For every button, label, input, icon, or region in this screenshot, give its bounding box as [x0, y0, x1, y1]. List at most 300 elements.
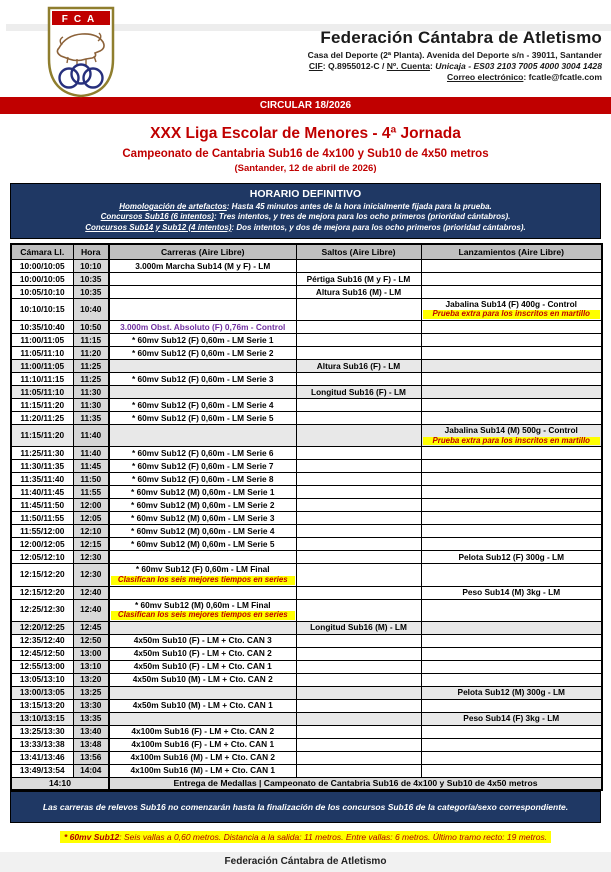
column-header: Cámara Ll. — [11, 244, 73, 260]
lanzamientos-cell — [421, 486, 602, 499]
lanzamientos-cell — [421, 551, 602, 564]
saltos-cell — [296, 412, 421, 425]
carreras-cell — [109, 725, 296, 738]
schedule-row — [11, 425, 602, 447]
saltos-cell — [296, 660, 421, 673]
camara-cell: 11:00/11:05 — [11, 360, 73, 373]
event-text: 3.000m Obst. Absoluto (F) 0,76m - Control — [120, 321, 286, 332]
carreras-cell — [109, 286, 296, 299]
schedule-row — [11, 347, 602, 360]
logo-letters: FCA — [61, 14, 101, 25]
email-label: Correo electrónico — [446, 71, 524, 82]
hora-cell: 11:35 — [73, 412, 109, 425]
camara-cell: 12:35/12:40 — [11, 634, 73, 647]
event-text: Pértiga Sub16 (M y F) - LM — [306, 273, 411, 284]
hora-cell: 14:04 — [73, 764, 109, 777]
event-text: * 60mv Sub12 (F) 0,60m - LM Serie 2 — [131, 347, 274, 358]
carreras-cell — [109, 551, 296, 564]
event-text: * 60mv Sub12 (M) 0,60m - LM Serie 2 — [131, 499, 275, 510]
hora-cell: 13:20 — [73, 673, 109, 686]
event-text: Peso Sub14 (F) 3kg - LM — [463, 713, 560, 724]
event-text: 4x50m Sub10 (F) - LM + Cto. CAN 1 — [133, 661, 272, 672]
event-text: * 60mv Sub12 (F) 0,60m - LM Serie 7 — [131, 460, 274, 471]
schedule-row — [11, 260, 602, 273]
lanzamientos-cell — [421, 647, 602, 660]
event-text: Longitud Sub16 (F) - LM — [311, 386, 406, 397]
schedule-info-line: Concursos Sub14 y Sub12 (4 intentos): Dos intentos, y dos de mejora para los ocho primeros (prioridad cántabros). — [85, 222, 526, 232]
carreras-cell — [109, 425, 296, 447]
event-text: Peso Sub14 (M) 3kg - LM — [462, 586, 561, 597]
saltos-cell — [296, 321, 421, 334]
event-text: * 60mv Sub12 (F) 0,60m - LM Serie 4 — [131, 399, 274, 410]
hora-cell: 11:45 — [73, 460, 109, 473]
lanzamientos-cell — [421, 660, 602, 673]
medals-text-cell: Entrega de Medallas | Campeonato de Cantabria Sub16 de 4x100 y Sub10 de 4x50 metros — [109, 777, 602, 790]
saltos-cell — [296, 634, 421, 647]
account-label: Nº. Cuenta — [386, 60, 430, 71]
camara-cell: 12:15/12:20 — [11, 564, 73, 586]
carreras-cell — [109, 373, 296, 386]
camara-cell: 13:41/13:46 — [11, 751, 73, 764]
medals-row — [11, 777, 602, 790]
saltos-cell — [296, 699, 421, 712]
hora-cell: 12:40 — [73, 599, 109, 621]
schedule-row — [11, 486, 602, 499]
lanzamientos-cell — [421, 512, 602, 525]
schedule-row — [11, 673, 602, 686]
event-text: 4x50m Sub10 (M) - LM + Cto. CAN 2 — [132, 674, 273, 685]
saltos-cell — [296, 460, 421, 473]
camara-cell: 10:00/10:05 — [11, 260, 73, 273]
saltos-cell — [296, 647, 421, 660]
lanzamientos-cell — [421, 699, 602, 712]
event-subtitle: Campeonato de Cantabria Sub16 de 4x100 y Sub10 de 4x50 metros — [122, 148, 489, 160]
saltos-cell — [296, 386, 421, 399]
event-text: 4x100m Sub16 (M) - LM + Cto. CAN 1 — [130, 765, 276, 776]
camara-cell: 10:00/10:05 — [11, 273, 73, 286]
carreras-cell — [109, 538, 296, 551]
saltos-cell — [296, 347, 421, 360]
camara-cell: 12:55/13:00 — [11, 660, 73, 673]
carreras-cell — [109, 334, 296, 347]
event-text: * 60mv Sub12 (F) 0,60m - LM Serie 8 — [131, 473, 274, 484]
event-text: * 60mv Sub12 (F) 0,60m - LM Final — [135, 564, 270, 575]
event-text: Pelota Sub12 (M) 300g - LM — [457, 687, 565, 698]
hora-cell: 12:15 — [73, 538, 109, 551]
schedule-row — [11, 751, 602, 764]
lanzamientos-cell — [421, 712, 602, 725]
hora-cell: 12:40 — [73, 586, 109, 599]
hora-cell: 12:30 — [73, 564, 109, 586]
schedule-row — [11, 460, 602, 473]
hora-cell: 12:10 — [73, 525, 109, 538]
schedule-info-line: Concursos Sub16 (6 intentos): Tres intentos, y tres de mejora para los ocho primeros (prioridad cántabros). — [100, 212, 511, 222]
carreras-cell — [109, 486, 296, 499]
hora-cell: 13:30 — [73, 699, 109, 712]
camara-cell: 13:00/13:05 — [11, 686, 73, 699]
org-name: Federación Cántabra de Atletismo — [320, 28, 602, 47]
hora-cell: 13:48 — [73, 738, 109, 751]
carreras-cell — [109, 512, 296, 525]
hora-cell: 12:00 — [73, 499, 109, 512]
saltos-cell — [296, 512, 421, 525]
event-text: 4x50m Sub10 (F) - LM + Cto. CAN 3 — [133, 635, 272, 646]
camara-cell: 11:30/11:35 — [11, 460, 73, 473]
lanzamientos-cell — [421, 447, 602, 460]
carreras-cell — [109, 321, 296, 334]
saltos-cell — [296, 751, 421, 764]
carreras-cell — [109, 673, 296, 686]
event-text: Altura Sub16 (F) - LM — [316, 360, 401, 371]
schedule-row — [11, 321, 602, 334]
event-text: * 60mv Sub12 (F) 0,60m - LM Serie 5 — [131, 412, 274, 423]
hora-cell: 11:30 — [73, 399, 109, 412]
schedule-row — [11, 373, 602, 386]
schedule-row — [11, 712, 602, 725]
cif-account-line: CIF: Q.8955012-C / Nº. Cuenta: Unicaja - ES03 2103 7005 4000 3004 1428 — [308, 60, 602, 71]
saltos-cell — [296, 586, 421, 599]
fca-logo — [44, 5, 118, 98]
hora-cell: 13:40 — [73, 725, 109, 738]
event-text: 4x100m Sub16 (F) - LM + Cto. CAN 2 — [131, 726, 275, 737]
event-text: * 60mv Sub12 (M) 0,60m - LM Serie 4 — [131, 525, 275, 536]
saltos-cell — [296, 764, 421, 777]
hora-cell: 10:40 — [73, 299, 109, 321]
schedule-table — [10, 243, 603, 791]
schedule-row — [11, 764, 602, 777]
carreras-cell — [109, 460, 296, 473]
lanzamientos-cell — [421, 751, 602, 764]
schedule-row — [11, 538, 602, 551]
carreras-cell — [109, 586, 296, 599]
saltos-cell — [296, 399, 421, 412]
hora-cell: 13:25 — [73, 686, 109, 699]
lanzamientos-cell — [421, 499, 602, 512]
schedule-row — [11, 586, 602, 599]
lanzamientos-cell — [421, 412, 602, 425]
schedule-row — [11, 273, 602, 286]
hurdles-note-lead: * 60mv Sub12 — [63, 832, 120, 843]
schedule-row — [11, 399, 602, 412]
lanzamientos-cell — [421, 621, 602, 634]
event-note-highlight: Clasifican los seis mejores tiempos en series — [111, 576, 295, 585]
event-text: 4x50m Sub10 (F) - LM + Cto. CAN 2 — [133, 648, 272, 659]
hora-cell: 11:25 — [73, 373, 109, 386]
camara-cell: 12:20/12:25 — [11, 621, 73, 634]
event-text: Longitud Sub16 (M) - LM — [310, 622, 407, 633]
carreras-cell — [109, 686, 296, 699]
lanzamientos-cell — [421, 634, 602, 647]
hora-cell: 12:45 — [73, 621, 109, 634]
hora-cell: 11:20 — [73, 347, 109, 360]
camara-cell: 11:35/11:40 — [11, 473, 73, 486]
event-text: * 60mv Sub12 (M) 0,60m - LM Final — [134, 599, 271, 610]
hora-cell: 11:25 — [73, 360, 109, 373]
address-line: Casa del Deporte (2ª Planta). Avenida del Deporte s/n - 39011, Santander — [307, 50, 602, 61]
camara-cell: 11:00/11:05 — [11, 334, 73, 347]
lanzamientos-cell — [421, 425, 602, 447]
lanzamientos-cell — [421, 686, 602, 699]
lanzamientos-cell — [421, 260, 602, 273]
lanzamientos-cell — [421, 564, 602, 586]
relay-note: Las carreras de relevos Sub16 no comenzarán hasta la finalización de los concursos Sub16 de la categoría/sexo correspondiente. — [10, 791, 601, 823]
carreras-cell — [109, 399, 296, 412]
hora-cell: 13:56 — [73, 751, 109, 764]
event-text: 4x100m Sub16 (M) - LM + Cto. CAN 2 — [130, 752, 276, 763]
carreras-cell — [109, 412, 296, 425]
lanzamientos-cell — [421, 538, 602, 551]
circular-number-band: CIRCULAR 18/2026 — [0, 97, 611, 114]
schedule-row — [11, 386, 602, 399]
column-header: Hora — [73, 244, 109, 260]
hurdles-note — [60, 831, 551, 843]
lanzamientos-cell — [421, 673, 602, 686]
schedule-row — [11, 564, 602, 586]
saltos-cell — [296, 725, 421, 738]
hurdles-note-rest: : Seis vallas a 0,60 metros. Distancia a la salida: 11 metros. Entre vallas: 6 metros. Último tramo recto: 19 metros. — [119, 832, 548, 843]
camara-cell: 10:35/10:40 — [11, 321, 73, 334]
camara-cell: 13:15/13:20 — [11, 699, 73, 712]
event-text: Jabalina Sub14 (M) 500g - Control — [444, 425, 578, 436]
event-text: * 60mv Sub12 (F) 0,60m - LM Serie 1 — [131, 334, 274, 345]
camara-cell: 10:05/10:10 — [11, 286, 73, 299]
schedule-row — [11, 512, 602, 525]
lanzamientos-cell — [421, 286, 602, 299]
carreras-cell — [109, 360, 296, 373]
camara-cell: 11:20/11:25 — [11, 412, 73, 425]
event-text: 3.000m Marcha Sub14 (M y F) - LM — [135, 260, 271, 271]
lanzamientos-cell — [421, 373, 602, 386]
lanzamientos-cell — [421, 460, 602, 473]
event-text: * 60mv Sub12 (M) 0,60m - LM Serie 3 — [131, 512, 275, 523]
hora-cell: 11:15 — [73, 334, 109, 347]
event-text: Altura Sub16 (M) - LM — [315, 286, 402, 297]
carreras-cell — [109, 299, 296, 321]
hora-cell: 11:55 — [73, 486, 109, 499]
cif-label: CIF — [308, 60, 323, 71]
hora-cell: 13:00 — [73, 647, 109, 660]
camara-cell: 12:45/12:50 — [11, 647, 73, 660]
carreras-cell — [109, 738, 296, 751]
hora-cell: 11:40 — [73, 447, 109, 460]
camara-cell: 11:40/11:45 — [11, 486, 73, 499]
camara-cell: 11:05/11:10 — [11, 347, 73, 360]
event-note-highlight: Prueba extra para los inscritos en martillo — [423, 310, 601, 319]
schedule-row — [11, 499, 602, 512]
schedule-info-lines — [17, 202, 594, 233]
account-value: Unicaja - ES03 2103 7005 4000 3004 1428 — [435, 60, 602, 71]
carreras-cell — [109, 634, 296, 647]
saltos-cell — [296, 486, 421, 499]
lanzamientos-cell — [421, 764, 602, 777]
event-text: * 60mv Sub12 (F) 0,60m - LM Serie 3 — [131, 373, 274, 384]
camara-cell: 12:05/12:10 — [11, 551, 73, 564]
hora-cell: 10:35 — [73, 273, 109, 286]
camara-cell: 11:50/11:55 — [11, 512, 73, 525]
schedule-row — [11, 525, 602, 538]
medals-time-cell: 14:10 — [11, 777, 109, 790]
event-date: (Santander, 12 de abril de 2026) — [234, 163, 377, 174]
hurdles-note-wrap — [0, 827, 611, 845]
saltos-cell — [296, 738, 421, 751]
event-note-highlight: Clasifican los seis mejores tiempos en series — [111, 611, 295, 620]
carreras-cell — [109, 386, 296, 399]
saltos-cell — [296, 260, 421, 273]
hora-cell: 10:35 — [73, 286, 109, 299]
camara-cell: 13:49/13:54 — [11, 764, 73, 777]
letterhead — [0, 0, 611, 97]
carreras-cell — [109, 764, 296, 777]
schedule-row — [11, 647, 602, 660]
page-footer: Federación Cántabra de Atletismo — [0, 852, 611, 872]
saltos-cell — [296, 673, 421, 686]
schedule-row — [11, 412, 602, 425]
saltos-cell — [296, 447, 421, 460]
saltos-cell — [296, 425, 421, 447]
carreras-cell — [109, 647, 296, 660]
camara-cell: 12:15/12:20 — [11, 586, 73, 599]
saltos-cell — [296, 599, 421, 621]
lanzamientos-cell — [421, 473, 602, 486]
schedule-row — [11, 286, 602, 299]
schedule-row — [11, 447, 602, 460]
saltos-cell — [296, 621, 421, 634]
column-header: Saltos (Aire Libre) — [296, 244, 421, 260]
lanzamientos-cell — [421, 273, 602, 286]
schedule-row — [11, 725, 602, 738]
hora-cell: 12:05 — [73, 512, 109, 525]
lanzamientos-cell — [421, 725, 602, 738]
schedule-row — [11, 299, 602, 321]
hora-cell: 11:50 — [73, 473, 109, 486]
saltos-cell — [296, 525, 421, 538]
carreras-cell — [109, 660, 296, 673]
camara-cell: 11:55/12:00 — [11, 525, 73, 538]
email-line — [308, 72, 602, 83]
hora-cell: 13:35 — [73, 712, 109, 725]
camara-cell: 12:25/12:30 — [11, 599, 73, 621]
saltos-cell — [296, 686, 421, 699]
camara-cell: 13:33/13:38 — [11, 738, 73, 751]
lanzamientos-cell — [421, 599, 602, 621]
event-text: Pelota Sub12 (F) 300g - LM — [458, 551, 565, 562]
camara-cell: 11:10/11:15 — [11, 373, 73, 386]
schedule-row — [11, 599, 602, 621]
saltos-cell — [296, 299, 421, 321]
lanzamientos-cell — [421, 347, 602, 360]
camara-cell: 10:10/10:15 — [11, 299, 73, 321]
schedule-info-box — [10, 183, 601, 239]
lanzamientos-cell — [421, 586, 602, 599]
saltos-cell — [296, 360, 421, 373]
hora-cell: 11:30 — [73, 386, 109, 399]
saltos-cell — [296, 712, 421, 725]
schedule-row — [11, 634, 602, 647]
schedule-row — [11, 551, 602, 564]
carreras-cell — [109, 273, 296, 286]
saltos-cell — [296, 499, 421, 512]
camara-cell: 12:00/12:05 — [11, 538, 73, 551]
lanzamientos-cell — [421, 399, 602, 412]
camara-cell: 13:05/13:10 — [11, 673, 73, 686]
lanzamientos-cell — [421, 321, 602, 334]
carreras-cell — [109, 599, 296, 621]
carreras-cell — [109, 712, 296, 725]
carreras-cell — [109, 621, 296, 634]
schedule-info-line: Homologación de artefactos: Hasta 45 minutos antes de la hora inicialmente fijada para la prueba. — [119, 202, 492, 211]
column-header: Carreras (Aire Libre) — [109, 244, 296, 260]
hora-cell: 12:50 — [73, 634, 109, 647]
event-text: * 60mv Sub12 (M) 0,60m - LM Serie 5 — [131, 538, 275, 549]
lanzamientos-cell — [421, 360, 602, 373]
carreras-cell — [109, 751, 296, 764]
camara-cell: 11:15/11:20 — [11, 425, 73, 447]
lanzamientos-cell — [421, 386, 602, 399]
saltos-cell — [296, 564, 421, 586]
event-title: XXX Liga Escolar de Menores - 4ª Jornada — [150, 125, 461, 142]
schedule-row — [11, 334, 602, 347]
column-header: Lanzamientos (Aire Libre) — [421, 244, 602, 260]
carreras-cell — [109, 564, 296, 586]
schedule-row — [11, 473, 602, 486]
saltos-cell — [296, 286, 421, 299]
hora-cell: 10:50 — [73, 321, 109, 334]
event-text: 4x50m Sub10 (M) - LM + Cto. CAN 1 — [132, 700, 273, 711]
hora-cell: 13:10 — [73, 660, 109, 673]
lanzamientos-cell — [421, 299, 602, 321]
saltos-cell — [296, 273, 421, 286]
schedule-row — [11, 660, 602, 673]
saltos-cell — [296, 538, 421, 551]
schedule-row — [11, 738, 602, 751]
saltos-cell — [296, 373, 421, 386]
lanzamientos-cell — [421, 334, 602, 347]
hora-cell: 12:30 — [73, 551, 109, 564]
schedule-row — [11, 621, 602, 634]
letterhead-text — [308, 27, 602, 82]
event-text: * 60mv Sub12 (M) 0,60m - LM Serie 1 — [131, 486, 275, 497]
schedule-row — [11, 699, 602, 712]
camara-cell: 11:15/11:20 — [11, 399, 73, 412]
camara-cell: 11:25/11:30 — [11, 447, 73, 460]
carreras-cell — [109, 699, 296, 712]
camara-cell: 11:45/11:50 — [11, 499, 73, 512]
camara-cell: 13:10/13:15 — [11, 712, 73, 725]
schedule-info-title: HORARIO DEFINITIVO — [249, 188, 362, 200]
carreras-cell — [109, 499, 296, 512]
saltos-cell — [296, 551, 421, 564]
camara-cell: 11:05/11:10 — [11, 386, 73, 399]
event-text: * 60mv Sub12 (F) 0,60m - LM Serie 6 — [131, 447, 274, 458]
schedule-row — [11, 360, 602, 373]
carreras-cell — [109, 473, 296, 486]
lanzamientos-cell — [421, 738, 602, 751]
hora-cell: 11:40 — [73, 425, 109, 447]
carreras-cell — [109, 260, 296, 273]
camara-cell: 13:25/13:30 — [11, 725, 73, 738]
saltos-cell — [296, 334, 421, 347]
hora-cell: 10:10 — [73, 260, 109, 273]
event-note-highlight: Prueba extra para los inscritos en martillo — [423, 437, 601, 446]
carreras-cell — [109, 525, 296, 538]
saltos-cell — [296, 473, 421, 486]
event-text: Jabalina Sub14 (F) 400g - Control — [445, 299, 577, 310]
email-value: : fcatle@fcatle.com — [523, 71, 602, 82]
event-text: 4x100m Sub16 (F) - LM + Cto. CAN 1 — [131, 739, 275, 750]
lanzamientos-cell — [421, 525, 602, 538]
carreras-cell — [109, 447, 296, 460]
schedule-header-row — [11, 244, 602, 260]
